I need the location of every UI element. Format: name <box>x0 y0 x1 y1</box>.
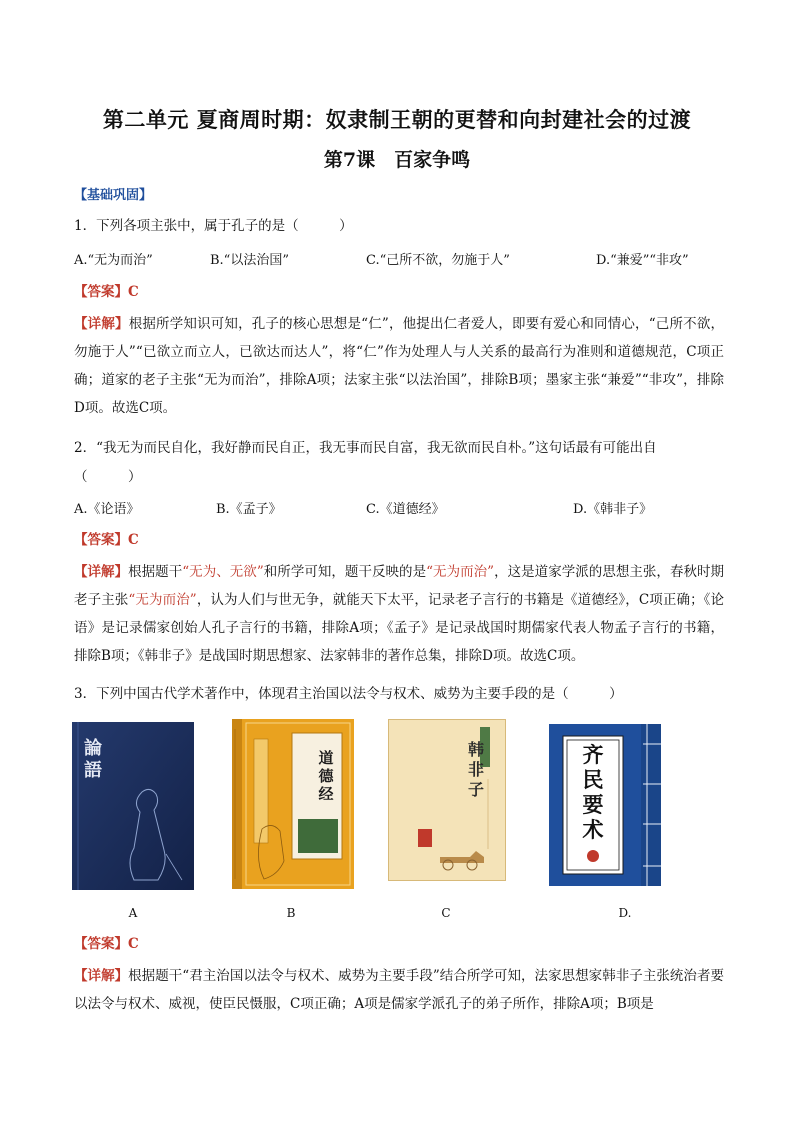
q1-option-a: A.“无为而治” <box>74 253 153 268</box>
section-label: 【基础巩固】 <box>74 188 153 203</box>
q1-option-b: B.“以法治国” <box>210 253 289 268</box>
q1-stem: 1．下列各项主张中，属于孔子的是（ ） <box>74 218 353 234</box>
book-b-title: 道德经 <box>318 749 334 803</box>
q2-option-c: C.《道德经》 <box>366 502 445 517</box>
q1-option-c: C.“己所不欲，勿施于人” <box>366 253 510 268</box>
q2-answer <box>74 530 139 550</box>
detail-tag: 【详解】 <box>74 316 129 332</box>
q2-detail-text-2: 和所学可知，题干反映的是 <box>263 564 427 580</box>
detail-tag: 【详解】 <box>74 564 129 580</box>
book-b-label: B <box>286 906 296 920</box>
q2-answer-value: C <box>128 532 139 548</box>
q1-answer <box>74 282 139 302</box>
q1-detail-text: 根据所学知识可知，孔子的核心思想是“仁”，他提出仁者爱人，即要有爱心和同情心，“己所不欲，勿施于人”“已欲立而立人，已欲达而达人”，将“仁”作为处理人与人关系的最高行为准则和道德规范，C项正确；道家的老子主张“无为而治”，排除A项；法家主张“以法治国”，排除B项；墨家主张“兼爱”“非攻”，排除D项。故选C项。 <box>74 316 724 416</box>
q3-answer-value: C <box>128 936 139 952</box>
q1-option-d: D.“兼爱”“非攻” <box>596 253 689 268</box>
q2-stem-line1: 2．“我无为而民自化，我好静而民自正，我无事而民自富，我无欲而民自朴。”这句话最有可能出自 <box>74 440 657 456</box>
answer-tag: 【答案】 <box>74 532 128 548</box>
answer-tag: 【答案】 <box>74 284 128 300</box>
unit-title: 第二单元 夏商周时期：奴隶制王朝的更替和向封建社会的过渡 <box>102 107 692 132</box>
book-d-label: D. <box>618 906 632 920</box>
q2-stem-line2: （ ） <box>74 469 142 485</box>
lesson-title: 第7课 百家争鸣 <box>323 149 471 171</box>
q2-detail-text-1: 根据题干 <box>128 564 183 580</box>
book-c-cover-image <box>388 719 506 881</box>
q2-detail-highlight-1: “无为、无欲” <box>182 564 264 580</box>
book-c-label: C <box>441 906 451 920</box>
q3-detail <box>74 962 724 1018</box>
q1-answer-value: C <box>128 284 139 300</box>
q1-detail <box>74 310 724 422</box>
q2-detail-text-4: ，认为人们与世无争，就能天下太平，记录老子言行的书籍是《道德经》，C项正确；《论语》是记录儒家创始人孔子言行的书籍，排除A项；《孟子》是记录战国时期儒家代表人物孟子言行的书籍，排除B项；《韩非子》是战国时期思想家、法家韩非的著作总集，排除D项。故选C项。 <box>74 592 725 664</box>
q2-option-b: B.《孟子》 <box>216 502 282 517</box>
book-a-label: A <box>128 906 138 920</box>
book-b-cover-image <box>232 719 354 889</box>
q2-option-d: D.《韩非子》 <box>573 502 653 517</box>
q2-detail-highlight-2: “无为而治” <box>426 564 495 580</box>
q3-stem: 3．下列中国古代学术著作中，体现君主治国以法令与权术、威势为主要手段的是（ ） <box>74 686 623 702</box>
book-a-title: 論語 <box>84 738 102 781</box>
book-c-title: 韩非子 <box>467 740 484 799</box>
q2-detail-highlight-3: “无为而治” <box>128 592 197 608</box>
book-d-title: 齐民要术 <box>582 742 604 842</box>
detail-tag: 【详解】 <box>74 968 129 984</box>
q2-detail-text-3: ，这是道家学派的思想主张，春秋时期老子主张 <box>74 564 725 608</box>
q3-answer <box>74 934 139 954</box>
q2-detail <box>74 558 724 670</box>
answer-tag: 【答案】 <box>74 936 128 952</box>
q3-detail-text: 根据题干“君主治国以法令与权术、威势为主要手段”结合所学可知，法家思想家韩非子主张统治者要以法令与权术、威视，使臣民慑服，C项正确；A项是儒家学派孔子的弟子所作，排除A项；B项是 <box>74 968 724 1012</box>
q2-option-a: A.《论语》 <box>74 502 140 517</box>
